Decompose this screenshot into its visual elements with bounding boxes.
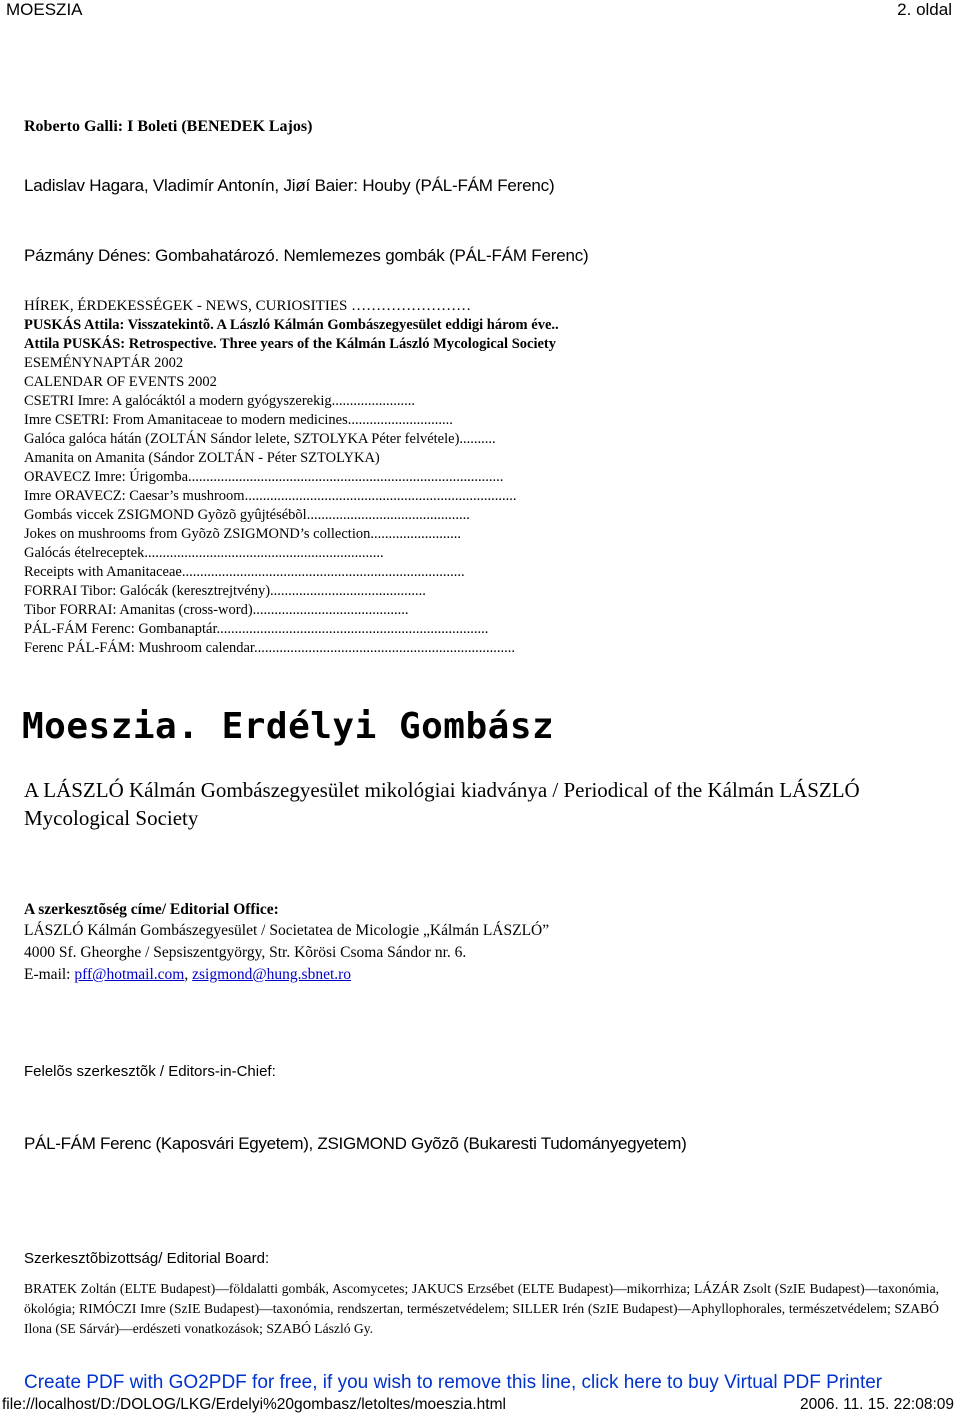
toc-item: Receipts with Amanitaceae.............................................................................. [24, 564, 465, 580]
toc-item: Amanita on Amanita (Sándor ZOLTÁN - Péter SZTOLYKA) [24, 450, 380, 466]
toc-item: Attila PUSKÁS: Retrospective. Three years of the Kálmán László Mycological Society [24, 336, 556, 352]
office-address-2: 4000 Sf. Gheorghe / Sepsiszentgyörgy, Str. Kõrösi Csoma Sándor nr. 6. [24, 944, 467, 961]
toc-item: HÍREK, ÉRDEKESSÉGEK - NEWS, CURIOSITIES …………………… [24, 298, 472, 314]
toc-item: Gombás viccek ZSIGMOND Gyõzõ gyûjtésébõl............................................. [24, 507, 470, 523]
toc-item: PUSKÁS Attila: Visszatekintõ. A László Kálmán Gombászegyesület eddigi három éve.. [24, 317, 559, 333]
review-line: Ladislav Hagara, Vladimír Antonín, Jiøí Baier: Houby (PÁL-FÁM Ferenc) [24, 176, 555, 195]
toc-item: Tibor FORRAI: Amanitas (cross-word)........................................... [24, 602, 409, 618]
email-link-1[interactable]: pff@hotmail.com [74, 966, 185, 983]
toc-item: Galóca galóca hátán (ZOLTÁN Sándor lelete, SZTOLYKA Péter felvétele).......... [24, 431, 496, 447]
editors-names: PÁL-FÁM Ferenc (Kaposvári Egyetem), ZSIGMOND Gyõzõ (Bukaresti Tudományegyetem) [24, 1134, 687, 1153]
footer-timestamp: 2006. 11. 15. 22:08:09 [800, 1396, 954, 1413]
review-line: Pázmány Dénes: Gombahatározó. Nemlemezes gombák (PÁL-FÁM Ferenc) [24, 246, 589, 265]
toc-item: Jokes on mushrooms from Gyõzõ ZSIGMOND’s collection......................... [24, 526, 461, 542]
toc-item: ORAVECZ Imre: Úrigomba....................................................................................... [24, 469, 504, 485]
header-page-number: 2. oldal [897, 0, 952, 19]
toc-item: Galócás ételreceptek.................................................................. [24, 545, 384, 561]
email-label: E-mail: [24, 966, 75, 983]
email-link-2[interactable]: zsigmond@hung.sbnet.ro [192, 966, 352, 983]
toc-item: CSETRI Imre: A galócáktól a modern gyógyszerekig....................... [24, 393, 416, 409]
office-address-1: LÁSZLÓ Kálmán Gombászegyesület / Societatea de Micologie „Kálmán LÁSZLÓ” [24, 922, 550, 939]
office-email [24, 964, 351, 986]
header-title: MOESZIA [6, 0, 83, 19]
toc-item: Ferenc PÁL-FÁM: Mushroom calendar........................................................................ [24, 640, 515, 656]
toc-item: PÁL-FÁM Ferenc: Gombanaptár........................................................................... [24, 621, 489, 637]
toc-item: ESEMÉNYNAPTÁR 2002 [24, 355, 184, 371]
board-label: Szerkesztõbizottság/ Editorial Board: [24, 1250, 270, 1267]
toc-item: Imre CSETRI: From Amanitaceae to modern medicines............................. [24, 412, 453, 428]
toc-item: FORRAI Tibor: Galócák (keresztrejtvény)........................................... [24, 583, 426, 599]
review-line: Roberto Galli: I Boleti (BENEDEK Lajos) [24, 118, 313, 135]
board-members: BRATEK Zoltán (ELTE Budapest)—földalatti gombák, Ascomycetes; JAKUCS Erzsébet (ELTE Budapest)—mikorrhiza; LÁZÁR Zsolt (SzIE Budapest)—taxonómia, ökológia; RIMÓCZI Imre (SzIE Budapest)—taxonómia, rendszertan, természetvédelem; SILLER Irén (SzIE Budapest)—Aphyllophorales, természetvédelem; SZABÓ Ilona (SE Sárvár)—erdészeti vonatkozások; SZABÓ László Gy. [24, 1281, 939, 1336]
footer-file-path: file://localhost/D:/DOLOG/LKG/Erdelyi%20gombasz/letoltes/moeszia.html [2, 1396, 506, 1413]
editors-label: Felelõs szerkesztõk / Editors-in-Chief: [24, 1063, 276, 1080]
toc-item: Imre ORAVECZ: Caesar’s mushroom........................................................................... [24, 488, 517, 504]
office-heading: A szerkesztõség címe/ Editorial Office: [24, 901, 279, 918]
email-separator: , [184, 966, 193, 983]
page-title: Moeszia. Erdélyi Gombász [22, 706, 555, 747]
pdf-promo-link[interactable]: Create PDF with GO2PDF for free, if you wish to remove this line, click here to buy Virtual PDF Printer [24, 1372, 883, 1393]
page-subtitle: A LÁSZLÓ Kálmán Gombászegyesület mikológiai kiadványa / Periodical of the Kálmán LÁSZLÓ Mycological Society [24, 778, 860, 830]
toc-item: CALENDAR OF EVENTS 2002 [24, 374, 217, 390]
